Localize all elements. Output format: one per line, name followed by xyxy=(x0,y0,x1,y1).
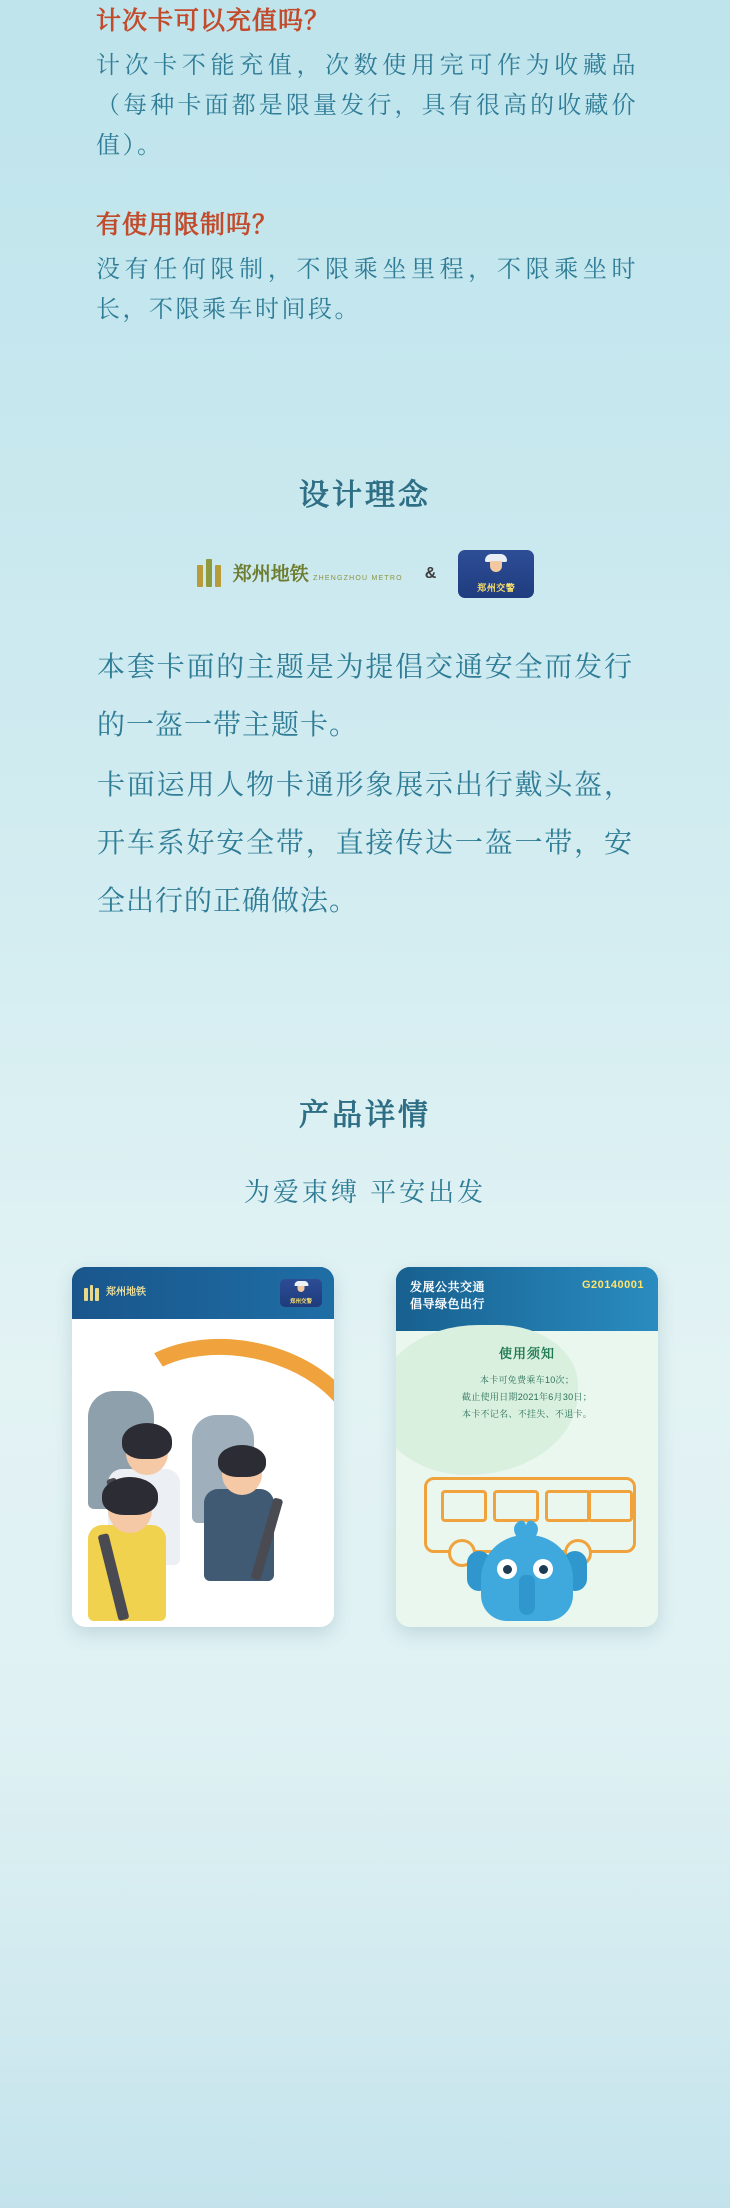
design-concept-section xyxy=(0,470,730,930)
card-serial-number: G20140001 xyxy=(582,1279,644,1291)
card-illustration-artwork xyxy=(72,1319,334,1627)
product-card-notice[interactable] xyxy=(396,1267,658,1627)
police-officer-icon xyxy=(296,1281,307,1292)
notice-text xyxy=(422,1372,632,1423)
concept-paragraph: 卡面运用人物卡通形象展示出行戴头盔，开车系好安全带，直接传达一盔一带，安全出行的正确做法。 xyxy=(97,769,633,916)
zhengzhou-metro-logo xyxy=(196,559,403,589)
ampersand: & xyxy=(424,565,437,582)
notice-title: 使用须知 xyxy=(498,1346,555,1361)
logo-row xyxy=(0,550,730,598)
product-card-illustration[interactable] xyxy=(72,1267,334,1627)
product-details-section xyxy=(0,1090,730,1627)
person-hair xyxy=(218,1445,266,1477)
notice-line: 截止使用日期2021年6月30日； xyxy=(461,1392,593,1402)
card-police-label: 郑州交警 xyxy=(289,1299,312,1305)
card-gallery xyxy=(0,1267,730,1627)
product-details-title: 产品详情 xyxy=(299,1099,431,1132)
metro-mark-icon xyxy=(196,559,226,589)
notice-line: 本卡不记名、不挂失、不退卡。 xyxy=(461,1409,593,1419)
notice-line: 本卡可免费乘车10次； xyxy=(479,1375,575,1385)
slogan-line-1: 发展公共交通 xyxy=(410,1280,486,1294)
person-hair xyxy=(102,1477,158,1515)
card-metro-logo xyxy=(84,1285,146,1302)
faq-question: 计次卡可以充值吗？ xyxy=(96,7,331,35)
metro-logo-cn: 郑州地铁 xyxy=(232,563,309,585)
card-metro-logo-cn: 郑州地铁 xyxy=(106,1287,146,1298)
slogan-line-2: 倡导绿色出行 xyxy=(410,1297,486,1311)
faq-answer: 计次卡不能充值，次数使用完可作为收藏品（每种卡面都是限量发行，具有很高的收藏价值）。 xyxy=(96,52,638,159)
police-logo-label: 郑州交警 xyxy=(477,583,516,593)
design-concept-text xyxy=(97,638,633,930)
concept-paragraph: 本套卡面的主题是为提倡交通安全而发行的一盔一带主题卡。 xyxy=(97,651,633,740)
card-header-slogan xyxy=(410,1279,485,1313)
faq-item xyxy=(96,204,638,330)
card-notice-body xyxy=(396,1331,658,1627)
person-hair xyxy=(122,1423,172,1459)
faq-question: 有使用限制吗？ xyxy=(96,211,279,239)
elephant-mascot-icon xyxy=(467,1511,587,1627)
zhengzhou-traffic-police-logo xyxy=(458,550,534,598)
card-header xyxy=(396,1267,658,1331)
card-header xyxy=(72,1267,334,1319)
metro-mark-icon xyxy=(84,1285,101,1302)
metro-logo-en: ZHENGZHOU METRO xyxy=(313,574,403,582)
product-subtitle: 为爱束缚 平安出发 xyxy=(243,1177,487,1207)
design-concept-title: 设计理念 xyxy=(299,479,431,512)
faq-item xyxy=(96,0,638,166)
faq-section xyxy=(0,0,730,330)
faq-answer: 没有任何限制，不限乘坐里程，不限乘坐时长，不限乘车时间段。 xyxy=(96,256,638,323)
card-police-logo xyxy=(280,1279,322,1307)
police-officer-icon xyxy=(487,554,505,572)
